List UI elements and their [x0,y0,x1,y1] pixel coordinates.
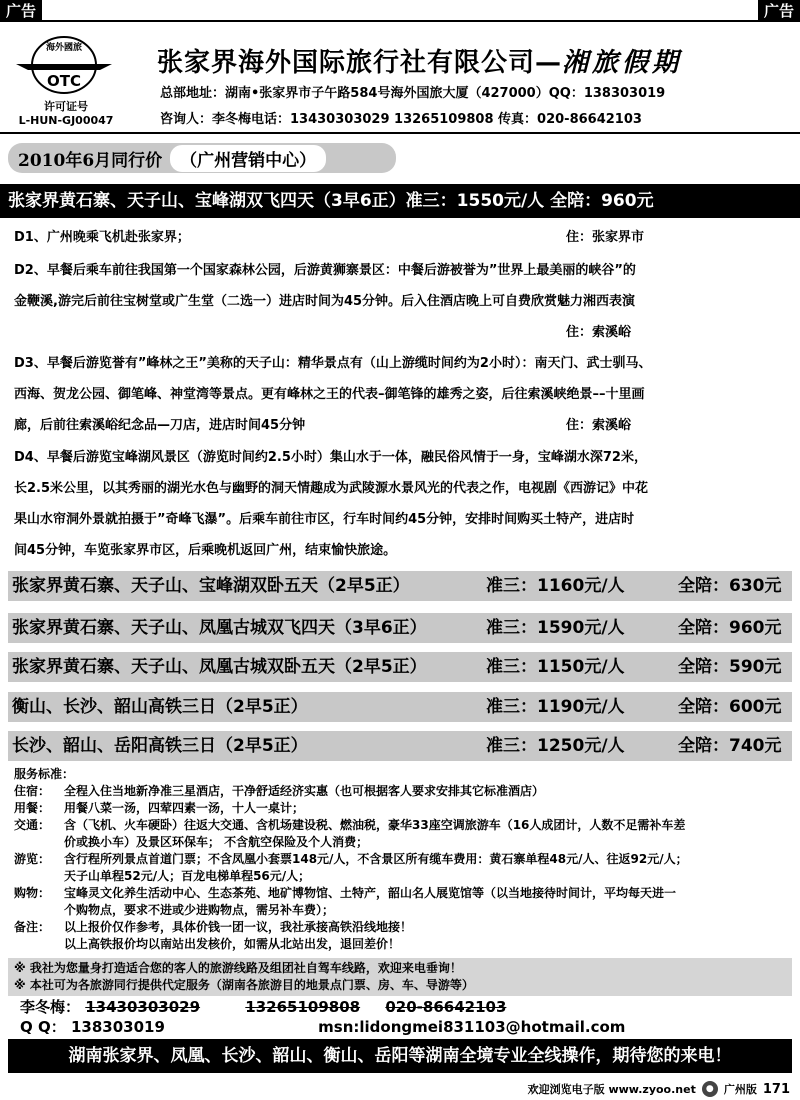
license-code: L-HUN-GJ00047 [18,114,114,127]
contact-msn: msn:lidongmei831103@hotmail.com [318,1018,626,1036]
itinerary-d1: D1、广州晚乘飞机赴张家界； [14,230,190,245]
route-name: 张家界黄石寨、天子山、凤凰古城双卧五天（2早5正） [12,657,427,677]
ad-label-right: 广告 [758,0,800,22]
service-note [14,919,790,953]
price-date-bar [8,143,396,173]
service-meal-text: 用餐八菜一汤，四荤四素一汤，十人一桌计； [64,801,305,815]
hq-address: 总部地址：湖南•张家界市子午路584号海外国旅大厦（427000）QQ：138303019 [160,86,666,101]
contact-phone-1: 13430303029 [85,998,201,1016]
route-name: 衡山、长沙、韶山高铁三日（2早5正） [12,697,308,717]
route-row [8,692,792,722]
service-tour-label: 游览： [14,852,51,866]
contact-qq-label: Q Q： [20,1018,66,1036]
contact-qq: 138303019 [70,1018,165,1036]
route-name: 长沙、韶山、岳阳高铁三日（2早5正） [12,736,308,756]
itinerary-d1-stay: 住：张家界市 [566,230,645,245]
route-row [8,731,792,761]
route-escort-price: 全陪：960元 [678,618,782,638]
route-name: 张家界黄石寨、天子山、宝峰湖双卧五天（2早5正） [12,576,410,596]
company-title [157,42,682,79]
service-tour-line2: 天子山单程52元/人；百龙电梯单程56元/人； [64,869,311,883]
contact-fax: 020-86642103 [385,998,507,1016]
itinerary-d3-stay: 住：索溪峪 [566,418,632,433]
top-divider [0,20,800,22]
service-traffic-line1: 含（飞机、火车硬卧）往返大交通、含机场建设税、燃油税，豪华33座空调旅游车（16人成团计，人数不足需补车差 [64,818,686,832]
sales-center-badge: （广州营销中心） [170,145,326,172]
service-traffic [14,817,790,851]
route-row [8,613,792,643]
contact-phone-2: 13265109808 [245,998,361,1016]
logo-letters: OTC [47,72,81,90]
itinerary-d4-line2: 长2.5米公里，以其秀丽的湖光水色与幽野的洞天情趣成为武陵源水景风光的代表之作，电视剧《西游记》中花 [14,481,649,496]
service-title: 服务标准： [14,767,75,781]
itinerary-d2-stay: 住：索溪峪 [566,325,632,340]
header-divider [0,132,800,134]
itinerary-d4-line1: D4、早餐后游览宝峰湖风景区（游览时间约2.5小时）集山水于一体，融民俗风情于一身，宝峰湖水深72米， [14,450,647,465]
contact-person-name: 李冬梅： [20,998,81,1016]
page-footer [528,1080,790,1098]
service-meal [14,800,790,817]
service-traffic-line2: 价或换小车）及景区环保车； 不含航空保险及个人消费； [64,835,369,849]
itinerary-d4-line4: 间45分钟，车览张家界市区，后乘晚机返回广州，结束愉快旅途。 [14,543,397,558]
contact-line: 咨询人：李冬梅电话：13430303029 13265109808 传真：020-86642103 [160,112,642,127]
route-price: 准三：1590元/人 [486,618,625,638]
footer-edition: 广州版 [723,1083,757,1096]
itinerary-d3-line2: 西海、贺龙公园、御笔峰、神堂湾等景点。更有峰林之王的代表–御笔锋的雄秀之姿，后往索溪峡绝景––十里画 [14,387,645,402]
itinerary-d4-line3: 果山水帘洞外景就拍摄于”奇峰飞瀑”。后乘车前往市区，行车时间约45分钟，安排时间购买土特产，进店时 [14,512,635,527]
logo-arc-text: 海外國旅 [45,43,83,53]
footer-website: 欢迎浏览电子版 www.zyoo.net [527,1083,696,1096]
slogan-banner: 湖南张家界、凤凰、长沙、韶山、衡山、岳阳等湖南全境专业全线操作，期待您的来电！ [8,1039,792,1073]
route-price: 准三：1160元/人 [486,576,625,596]
contact-person-phones [20,996,506,1017]
edition-icon: ● [702,1081,718,1097]
itinerary-d2-line2: 金鞭溪,游完后前往宝树堂或广生堂（二选一）进店时间为45分钟。后入住酒店晚上可自费欣赏魅力湘西表演 [14,294,636,309]
service-traffic-label: 交通： [14,818,51,832]
itinerary-d2-line1: D2、早餐后乘车前往我国第一个国家森林公园，后游黄狮寨景区：中餐后游被誉为”世界上最美丽的峡谷”的 [14,263,636,278]
route-escort-price: 全陪：600元 [678,697,782,717]
otc-logo-icon [14,30,114,96]
route-escort-price: 全陪：630元 [678,576,782,596]
ad-label-left: 广告 [0,0,42,22]
route-price: 准三：1150元/人 [486,657,625,677]
service-note-line2: 以上高铁报价均以南站出发核价，如需从北站出发，退回差价！ [64,937,401,951]
agency-notes [8,958,792,996]
price-date: 2010年6月同行价 [18,150,163,171]
itinerary-d3-line1: D3、早餐后游览誉有”峰林之王”美称的天子山：精华景点有（山上游缆时间约为2小时）：南天门、武士驯马、 [14,356,652,371]
contact-person-im [20,1016,625,1037]
route-price: 准三：1250元/人 [486,736,625,756]
itinerary-d3-line3: 廊，后前往索溪峪纪念品—刀店，进店时间45分钟 [14,418,306,433]
agency-note-1: ※ 我社为您量身打造适合您的客人的旅游线路及组团社自驾车线路，欢迎来电垂询！ [14,961,462,975]
service-note-label: 备注： [14,920,51,934]
license-label: 许可证号 [44,100,88,113]
route-row [8,652,792,682]
service-note-line1: 以上报价仅作参考，具体价钱一团一议，我社承接高铁沿线地接！ [64,920,413,934]
company-name: 张家界海外国际旅行社有限公司— [157,48,563,78]
license [0,100,132,128]
service-stay-label: 住宿： [14,784,51,798]
route-row [8,571,792,601]
route-escort-price: 全陪：590元 [678,657,782,677]
service-tour-line1: 含行程所列景点首道门票；不含凤凰小套票148元/人，不含景区所有缆车费用：黄石寨单程48元/人、往返92元/人； [64,852,688,866]
service-tour [14,851,790,885]
service-shopping-line2: 个购物点，要求不进或少进购物点，需另补车费）； [64,903,335,917]
service-meal-label: 用餐： [14,801,51,815]
route-escort-price: 全陪：740元 [678,736,782,756]
service-stay-text: 全程入住当地新净准三星酒店，干净舒适经济实惠（也可根据客人要求安排其它标准酒店） [64,784,545,798]
featured-route-banner: 张家界黄石寨、天子山、宝峰湖双飞四天（3早6正）准三：1550元/人 全陪：960元 [0,184,800,218]
route-name: 张家界黄石寨、天子山、凤凰古城双飞四天（3早6正） [12,618,427,638]
agency-note-2: ※ 本社可为各旅游同行提供代定服务（湖南各旅游目的地景点门票、房、车、导游等） [14,978,474,992]
company-brand: 湘旅假期 [562,48,683,78]
page-number: 171 [762,1081,790,1097]
service-stay [14,783,790,800]
service-shopping-label: 购物： [14,886,51,900]
route-price: 准三：1190元/人 [486,697,625,717]
service-shopping-line1: 宝峰灵文化养生活动中心、生态茶苑、地矿博物馆、土特产，韶山名人展览馆等（以当地接待时间计，平均每天进一 [64,886,677,900]
service-shopping [14,885,790,919]
